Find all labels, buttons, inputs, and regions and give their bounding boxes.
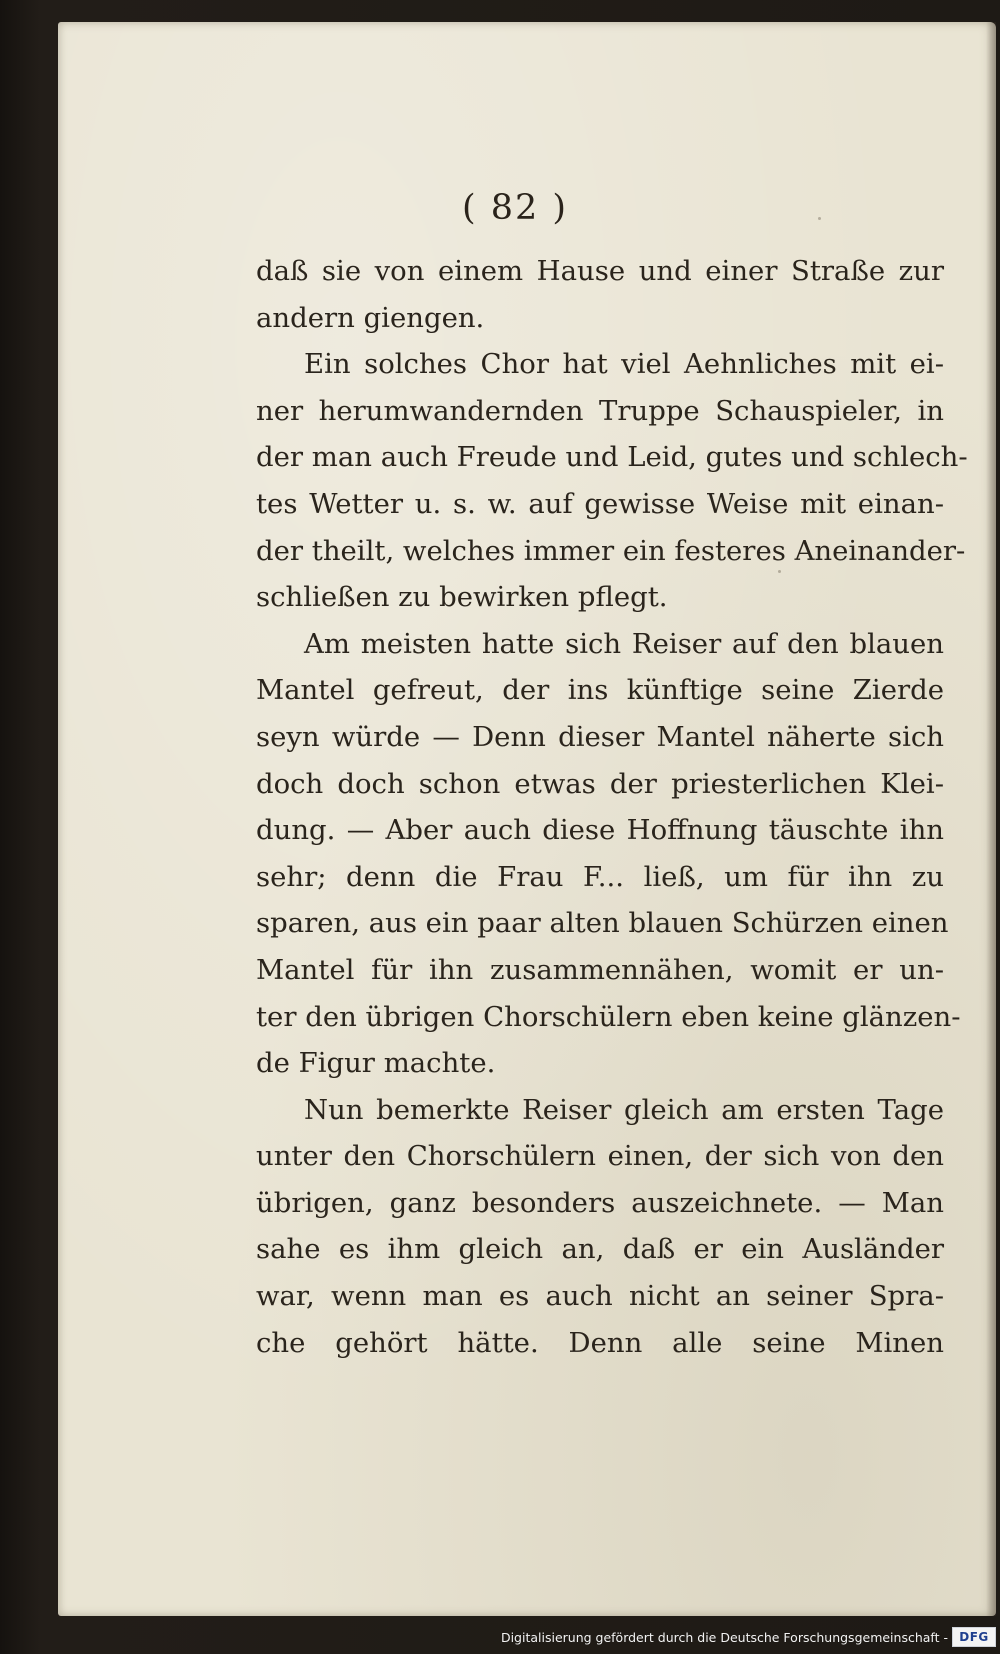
text-line: Mantel für ihn zusammennähen, womit er un- <box>256 953 944 986</box>
digitization-credit <box>501 1626 996 1648</box>
text-line: ter den übrigen Chorschülern eben keine glänzen- <box>256 1000 961 1033</box>
text-line: der man auch Freude und Leid, gutes und schlech- <box>256 441 968 474</box>
text-line: che gehört hätte. Denn alle seine Minen <box>256 1326 944 1359</box>
text-line: sahe es ihm gleich an, daß er ein Ausländer <box>256 1233 944 1266</box>
text-line: Mantel gefreut, der ins künftige seine Zierde <box>256 674 944 707</box>
text-line: unter den Chorschülern einen, der sich von den <box>256 1140 944 1173</box>
page-edge-shadow <box>986 22 996 1616</box>
body-text <box>256 248 968 1366</box>
text-line: war, wenn man es auch nicht an seiner Spra- <box>256 1280 944 1313</box>
text-line: Ein solches Chor hat viel Aehnliches mit ei- <box>304 348 944 381</box>
page-number: ( 82 ) <box>461 188 569 228</box>
text-line: tes Wetter u. s. w. auf gewisse Weise mit einan- <box>256 487 944 520</box>
text-line: daß sie von einem Hause und einer Straße zur <box>256 255 944 287</box>
text-line: schließen zu bewirken pflegt. <box>256 581 668 614</box>
paper-speck <box>818 217 821 220</box>
paper-speck <box>778 570 781 573</box>
text-line: ner herumwandernden Truppe Schauspieler, in <box>256 394 944 427</box>
text-line: der theilt, welches immer ein festeres Aneinander- <box>256 534 966 567</box>
text-line: Am meisten hatte sich Reiser auf den blauen <box>304 627 944 660</box>
text-line: dung. — Aber auch diese Hoffnung täuschte ihn <box>256 814 944 847</box>
text-line: sehr; denn die Frau F... ließ, um für ihn zu <box>256 860 944 893</box>
credit-text: Digitalisierung gefördert durch die Deutsche Forschungsgemeinschaft - <box>500 1629 948 1645</box>
text-line: seyn würde — Denn dieser Mantel näherte sich <box>256 720 944 753</box>
text-line: Nun bemerkte Reiser gleich am ersten Tage <box>304 1093 944 1126</box>
text-line: übrigen, ganz besonders auszeichnete. — Man <box>256 1186 944 1219</box>
dfg-logo: DFG <box>952 1627 996 1647</box>
text-line: de Figur machte. <box>256 1047 496 1080</box>
text-line: doch doch schon etwas der priesterlichen Klei- <box>256 767 944 800</box>
text-line: sparen, aus ein paar alten blauen Schürzen einen <box>256 907 949 940</box>
book-page <box>58 22 996 1616</box>
text-line: andern giengen. <box>256 301 485 334</box>
